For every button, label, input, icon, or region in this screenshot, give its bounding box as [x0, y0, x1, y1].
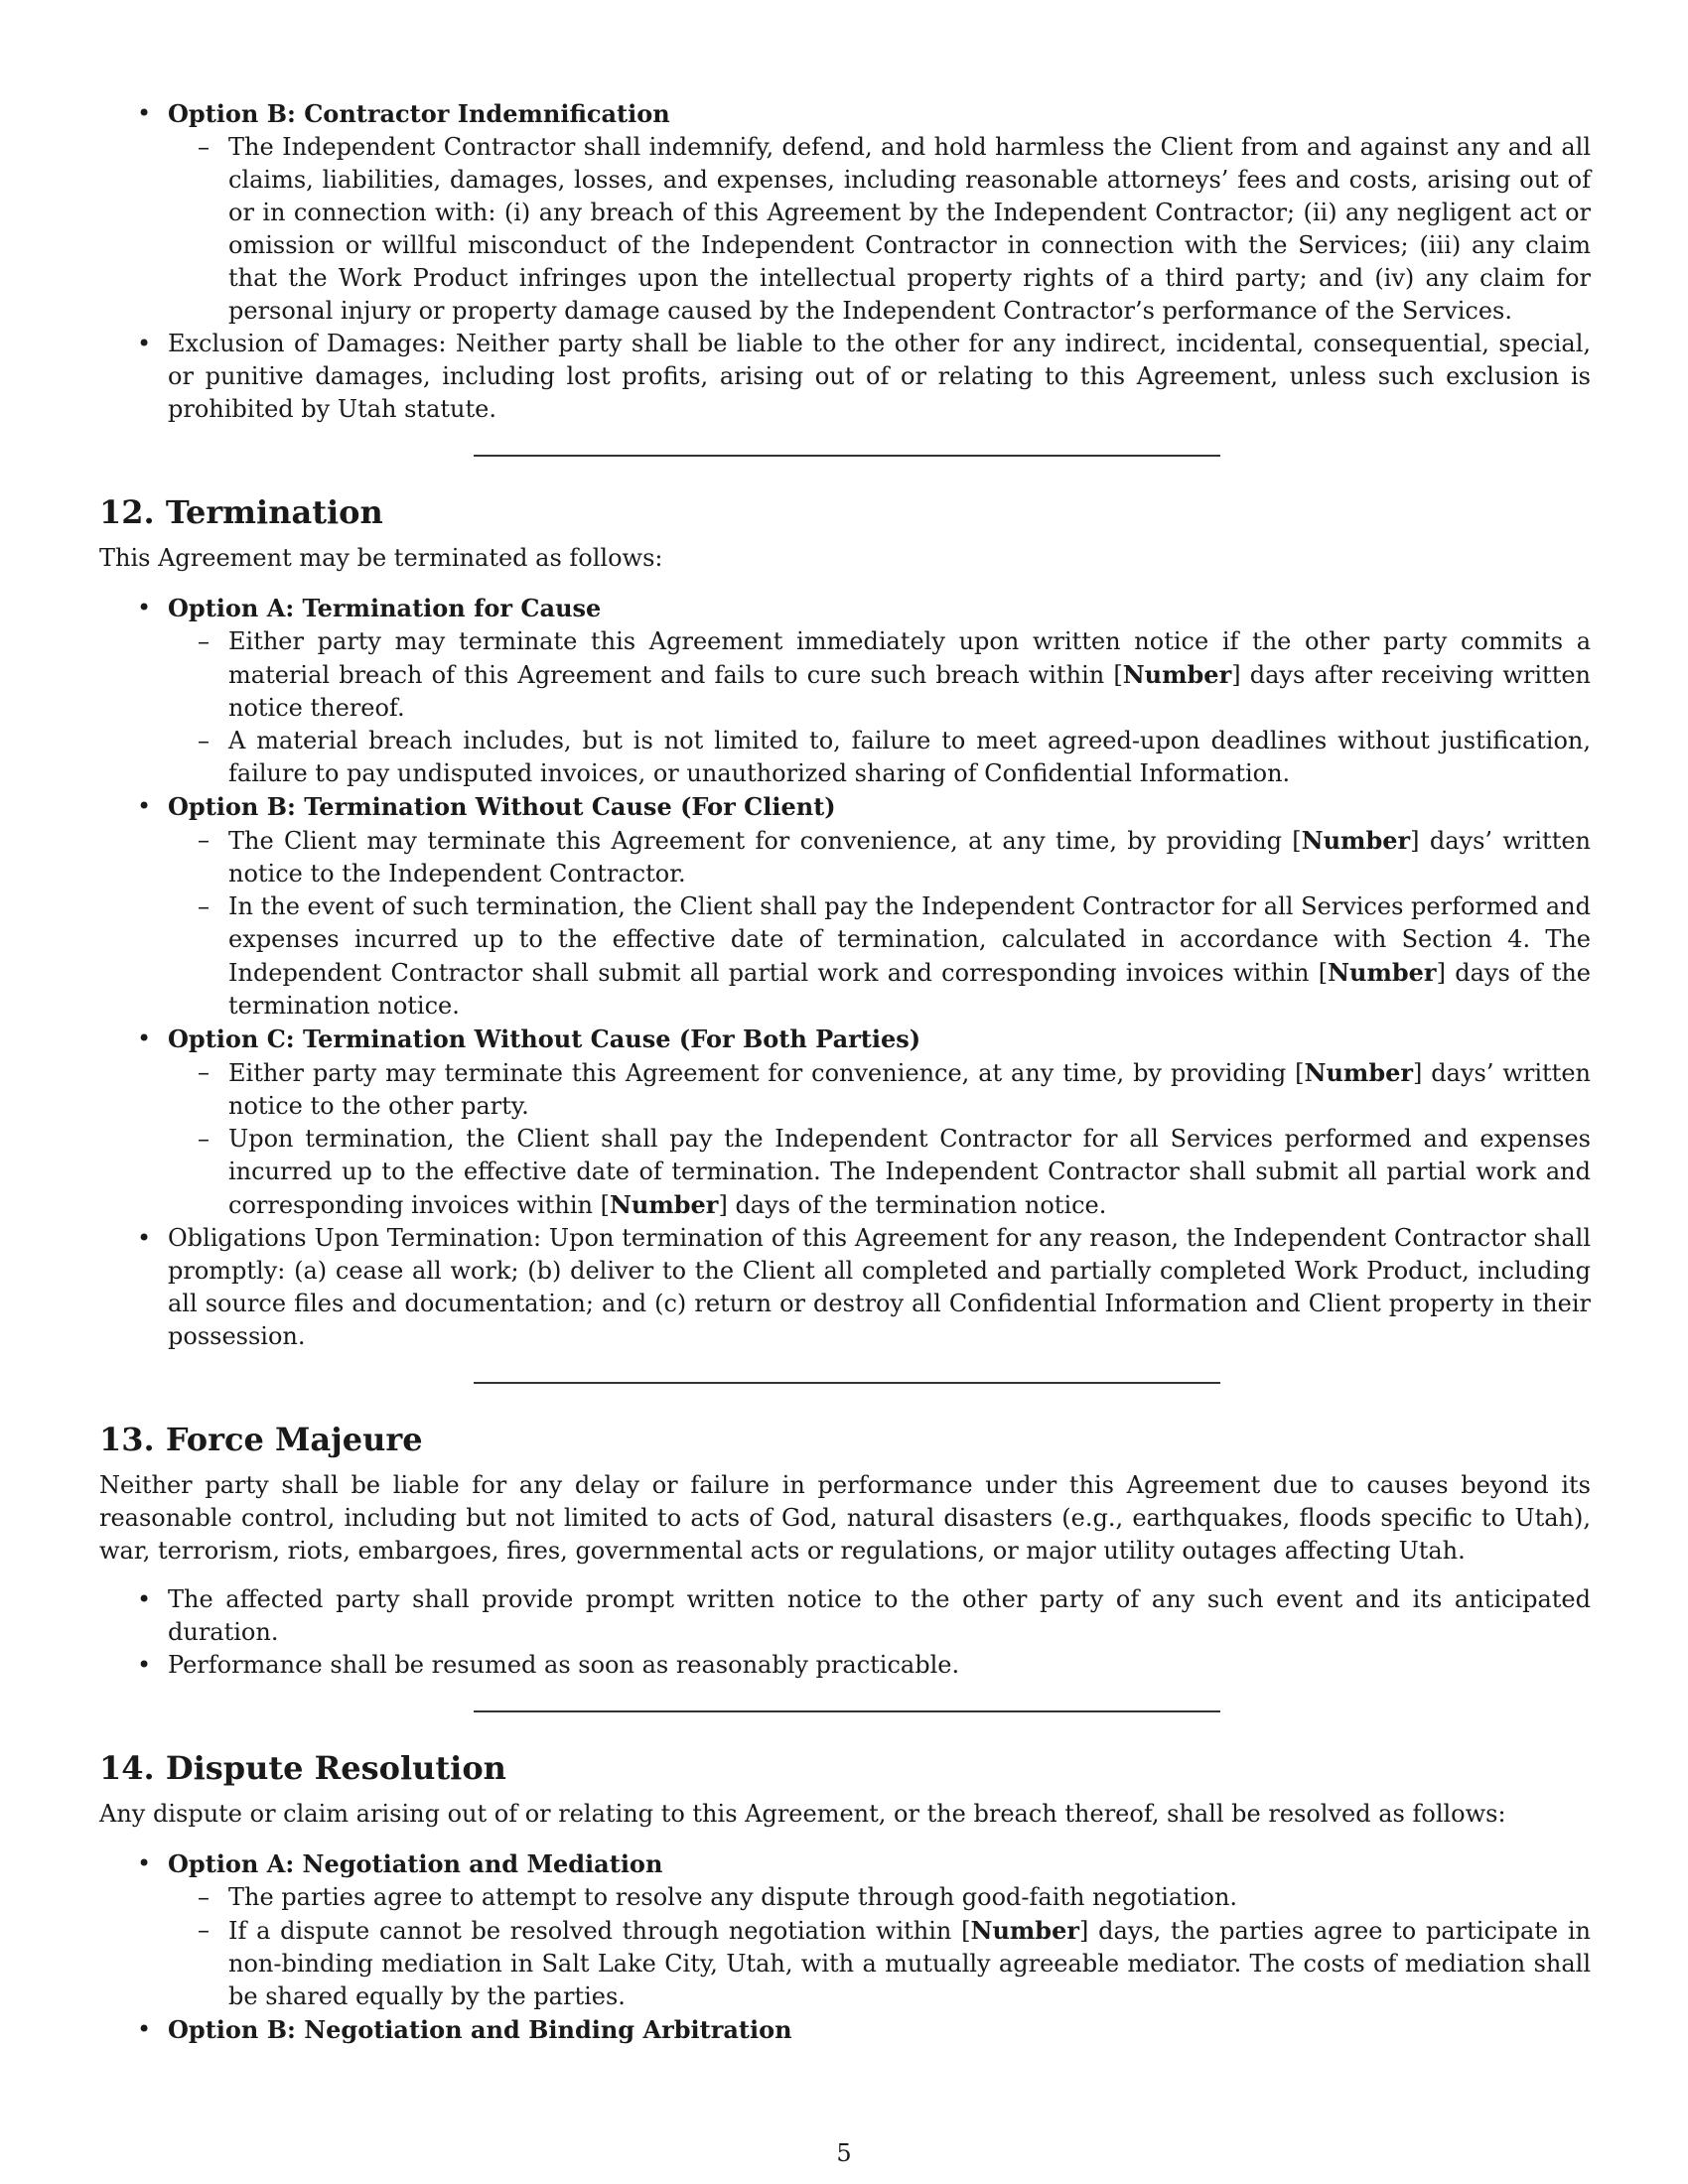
section-11-list: [99, 97, 1591, 426]
s12-option-a-title: Option A: Termination for Cause: [168, 594, 602, 622]
section-12-intro: This Agreement may be terminated as follows:: [99, 544, 663, 572]
s12-option-b-item-1: – The Client may terminate this Agreement for convenience, at any time, by providing [Number] days’ written notice to the Independent Contractor.: [168, 824, 1591, 890]
s14-option-a: [99, 1847, 1591, 2013]
section-divider: [474, 455, 1220, 457]
section-14-heading: 14. Dispute Resolution: [99, 1749, 506, 1787]
s12-option-a: [99, 592, 1591, 790]
section-14-intro: Any dispute or claim arising out of or relating to this Agreement, or the breach thereof, shall be resolved as follows:: [99, 1800, 1506, 1828]
s12-option-b: [99, 790, 1591, 1023]
document-page: [99, 97, 1591, 2047]
s12-option-a-item-1: – Either party may terminate this Agreement immediately upon written notice if the other party commits a material breach of this Agreement and fails to cure such breach within [Number] days after receiving written notice thereof.: [168, 625, 1591, 725]
s11-option-b-title: Option B: Contractor Indemnification: [168, 99, 670, 128]
s14-option-a-item-2: – If a dispute cannot be resolved through negotiation within [Number] days, the parties agree to participate in non-binding mediation in Salt Lake City, Utah, with a mutually agreeable mediator. The costs of mediation shall be shared equally by the parties.: [168, 1914, 1591, 2013]
s11-option-b-item: – The Independent Contractor shall indemnify, defend, and hold harmless the Client from and against any and all claims, liabilities, damages, losses, and expenses, including reasonable attorneys’ fees and costs, arising out of or in connection with: (i) any breach of this Agreement by the Independent Contractor; (ii) any negligent act or omission or willful misconduct of the Independent Contractor in connection with the Services; (iii) any claim that the Work Product infringes upon the intellectual property rights of a third party; and (iv) any claim for personal injury or property damage caused by the Independent Contractor’s performance of the Services.: [168, 131, 1591, 328]
section-divider: [474, 1710, 1220, 1712]
section-divider: [474, 1382, 1220, 1384]
number-placeholder: Number: [1301, 826, 1411, 855]
section-14-list: [99, 1847, 1591, 2047]
s14-option-b: [99, 2013, 1591, 2047]
s14-option-a-item-1: – The parties agree to attempt to resolve any dispute through good-faith negotiation.: [168, 1881, 1591, 1914]
section-13-heading: 13. Force Majeure: [99, 1421, 423, 1458]
s14-option-b-title: Option B: Negotiation and Binding Arbitration: [168, 2015, 792, 2044]
page-number: 5: [836, 2139, 852, 2167]
s12-option-c: [99, 1023, 1591, 1222]
s11-option-b: [99, 97, 1591, 328]
number-placeholder: Number: [609, 1190, 719, 1219]
number-placeholder: Number: [1328, 958, 1437, 987]
s14-option-a-title: Option A: Negotiation and Mediation: [168, 1849, 663, 1878]
s12-option-c-title: Option C: Termination Without Cause (For Both Parties): [168, 1024, 921, 1053]
s12-option-a-item-2: – A material breach includes, but is not limited to, failure to meet agreed-upon deadlines without justification, failure to pay undisputed invoices, or unauthorized sharing of Confidential Information.: [168, 725, 1591, 790]
number-placeholder: Number: [1304, 1058, 1414, 1087]
s12-option-c-item-1: – Either party may terminate this Agreement for convenience, at any time, by providing [Number] days’ written notice to the other party.: [168, 1056, 1591, 1123]
s13-bullet-1: • The affected party shall provide prompt written notice to the other party of any such event and its anticipated duration.: [99, 1583, 1591, 1649]
section-13-intro: Neither party shall be liable for any delay or failure in performance under this Agreement due to causes beyond its reasonable control, including but not limited to acts of God, natural disasters (e.g., earthquakes, floods specific to Utah), war, terrorism, riots, embargoes, fires, governmental acts or regulations, or major utility outages affecting Utah.: [99, 1471, 1591, 1565]
s12-option-c-item-2: – Upon termination, the Client shall pay the Independent Contractor for all Services performed and expenses incurred up to the effective date of termination. The Independent Contractor shall submit all partial work and corresponding invoices within [Number] days of the termination notice.: [168, 1123, 1591, 1222]
s13-bullet-2: • Performance shall be resumed as soon as reasonably practicable.: [99, 1649, 1591, 1682]
number-placeholder: Number: [970, 1916, 1079, 1945]
number-placeholder: Number: [1122, 660, 1232, 689]
section-12-heading: 12. Termination: [99, 493, 383, 531]
s12-obligations-upon-termination: • Obligations Upon Termination: Upon termination of this Agreement for any reason, the Independent Contractor shall promptly: (a) cease all work; (b) deliver to the Client all completed and partially completed Work Product, including all source files and documentation; and (c) return or destroy all Confidential Information and Client property in their possession.: [99, 1222, 1591, 1353]
s11-exclusion-of-damages: • Exclusion of Damages: Neither party shall be liable to the other for any indirect, incidental, consequential, special, or punitive damages, including lost profits, arising out of or relating to this Agreement, unless such exclusion is prohibited by Utah statute.: [99, 328, 1591, 426]
s12-option-b-title: Option B: Termination Without Cause (For Client): [168, 792, 836, 821]
section-13-list: [99, 1583, 1591, 1682]
section-12-list: [99, 592, 1591, 1353]
s12-option-b-item-2: – In the event of such termination, the Client shall pay the Independent Contractor for all Services performed and expenses incurred up to the effective date of termination, calculated in accordance with Section 4. The Independent Contractor shall submit all partial work and corresponding invoices within [Number] days of the termination notice.: [168, 890, 1591, 1023]
